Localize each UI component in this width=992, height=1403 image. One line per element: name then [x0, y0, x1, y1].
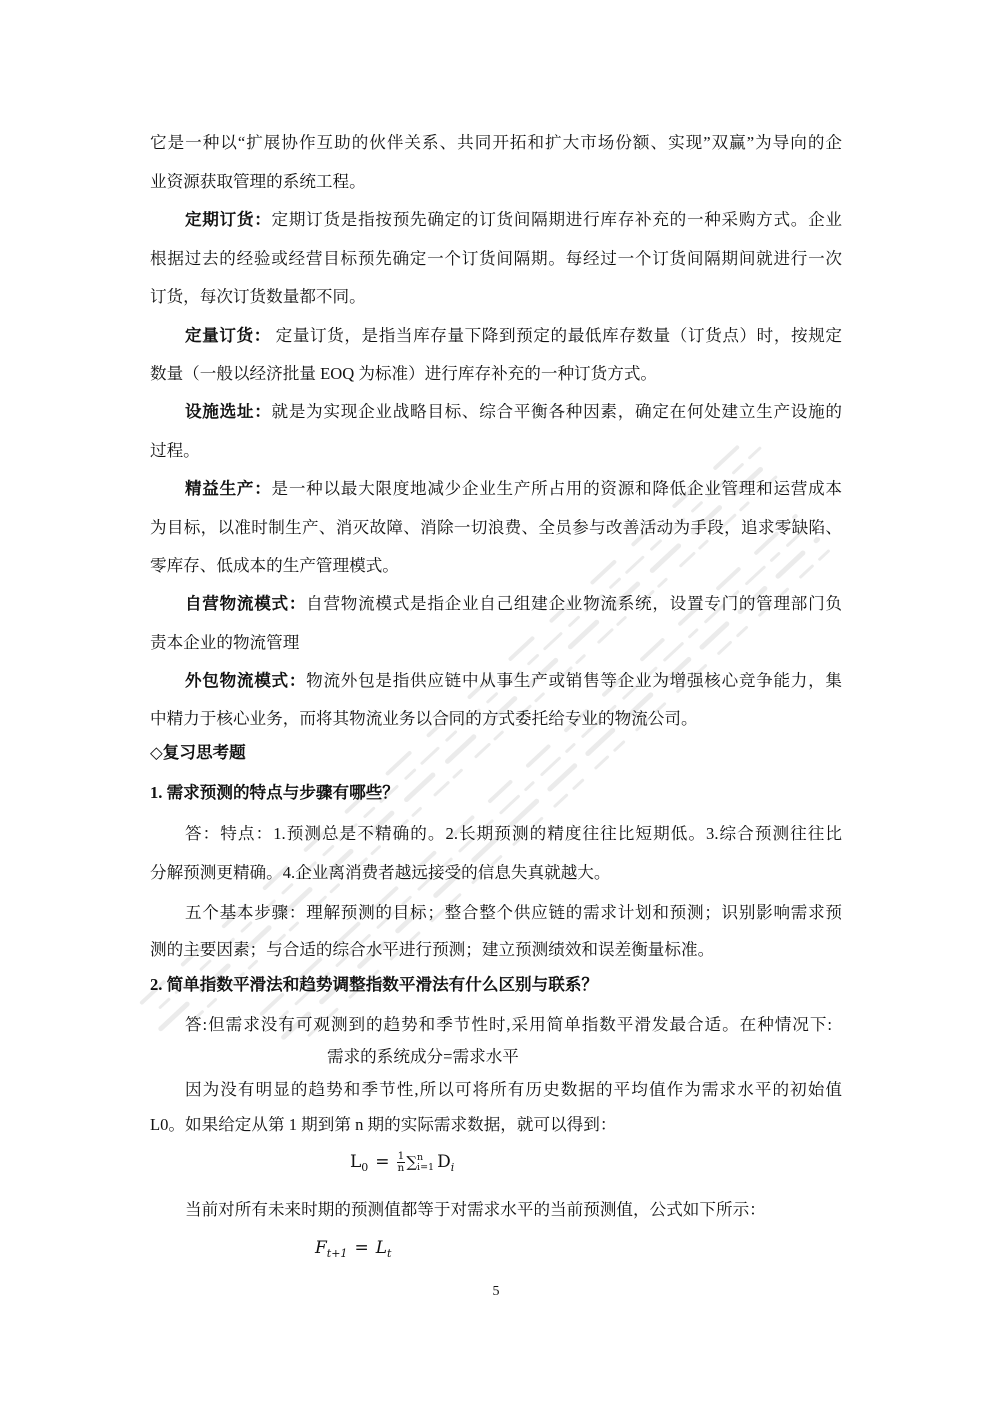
formula-symbol-f: F: [315, 1238, 327, 1258]
formula-symbol-l: L: [350, 1152, 362, 1172]
definition-lean-production: [185, 477, 842, 501]
definition-text-line: 订货，每次订货数量都不同。: [150, 287, 366, 306]
formula-subscript: t: [386, 1247, 392, 1260]
formula-subscript: i: [450, 1161, 455, 1174]
answer-line: 测的主要因素；与合适的综合水平进行预测；建立预测绩效和误差衡量标准。: [150, 940, 715, 959]
definition-periodic-ordering: [185, 208, 842, 232]
answer-line: 答：特点：1.预测总是不精确的。2.长期预测的精度往往比短期低。3.综合预测往往比: [185, 824, 842, 843]
question-title: 1. 需求预测的特点与步骤有哪些？: [150, 783, 399, 802]
definition-text: 定期订货是指按预先确定的订货间隔期进行库存补充的一种采购方式。企业: [271, 210, 842, 229]
formula-fraction: [397, 1151, 406, 1174]
definition-text: 物流外包是指供应链中从事生产或销售等企业为增强核心竞争能力，集: [306, 671, 842, 690]
definition-text-line: 中精力于核心业务，而将其物流业务以合同的方式委托给专业的物流公司。: [150, 709, 698, 728]
definition-text-line: 根据过去的经验或经营目标预先确定一个订货间隔期。每经过一个订货间隔期间就进行一次: [150, 249, 842, 268]
formula-symbol-l: L: [375, 1238, 387, 1258]
answer-line: L0。如果给定从第 1 期到第 n 期的实际需求数据，就可以得到：: [150, 1115, 617, 1134]
definition-text: 就是为实现企业战略目标、综合平衡各种因素，确定在何处建立生产设施的: [271, 402, 842, 421]
formula-forecast: [315, 1231, 391, 1265]
formula-equals: =: [354, 1238, 369, 1258]
definition-fixed-quantity-ordering: [185, 324, 842, 348]
formula-subscript: t+1: [326, 1247, 348, 1260]
definition-facility-location: [185, 400, 842, 424]
answer-line: 答:但需求没有可观测到的趋势和季节性时,采用简单指数平滑发最合适。在种情况下:: [185, 1015, 832, 1034]
answer-line: 当前对所有未来时期的预测值都等于对需求水平的当前预测值，公式如下所示：: [185, 1200, 766, 1219]
intro-line-2: 业资源获取管理的系统工程。: [150, 172, 366, 191]
definition-term: 定期订货：: [185, 210, 272, 229]
summation-upper: n: [417, 1151, 424, 1163]
question-title: 2. 简单指数平滑法和趋势调整指数平滑法有什么区别与联系？: [150, 975, 599, 994]
definition-text-line: 责本企业的物流管理: [150, 633, 300, 652]
definition-term: 精益生产：: [185, 479, 272, 498]
definition-text-line: 过程。: [150, 441, 200, 460]
answer-line: 需求的系统成分=需求水平: [327, 1047, 519, 1066]
answer-line: 分解预测更精确。4.企业离消费者越远接受的信息失真就越大。: [150, 863, 611, 882]
fraction-numerator: 1: [397, 1150, 405, 1162]
definition-term: 设施选址：: [185, 402, 272, 421]
formula-subscript: 0: [361, 1161, 369, 1174]
section-heading: ◇复习思考题: [150, 743, 246, 762]
formula-symbol-d: D: [437, 1152, 451, 1172]
definition-text-line: 数量（一般以经济批量 EOQ 为标准）进行库存补充的一种订货方式。: [150, 364, 658, 383]
fraction-denominator: n: [397, 1162, 405, 1174]
page-number: 5: [492, 1284, 500, 1299]
definition-self-logistics: [185, 592, 842, 616]
definition-term: 自营物流模式：: [185, 594, 307, 613]
definition-outsourced-logistics: [185, 669, 842, 693]
answer-line: 因为没有明显的趋势和季节性,所以可将所有历史数据的平均值作为需求水平的初始值: [185, 1080, 842, 1099]
definition-term: 外包物流模式：: [185, 671, 307, 690]
intro-line-1: 它是一种以“扩展协作互助的伙伴关系、共同开拓和扩大市场份额、实现”双赢”为导向的企: [150, 133, 842, 152]
formula-equals: =: [375, 1152, 390, 1172]
definition-text: 定量订货，是指当库存量下降到预定的最低库存数量（订货点）时，按规定: [270, 326, 842, 345]
definition-text: 自营物流模式是指企业自己组建企业物流系统，设置专门的管理部门负: [306, 594, 842, 613]
summation-limits: [417, 1153, 434, 1173]
summation-lower: i=1: [417, 1161, 435, 1173]
definition-text-line: 零库存、低成本的生产管理模式。: [150, 556, 399, 575]
definition-text: 是一种以最大限度地减少企业生产所占用的资源和降低企业管理和运营成本: [271, 479, 842, 498]
summation-symbol: ∑: [406, 1153, 418, 1171]
definition-text-line: 为目标，以准时制生产、消灭故障、消除一切浪费、全员参与改善活动为手段，追求零缺陷、: [150, 518, 842, 537]
definition-term: 定量订货：: [185, 326, 271, 345]
answer-line: 五个基本步骤：理解预测的目标；整合整个供应链的需求计划和预测；识别影响需求预: [185, 903, 842, 922]
formula-initial-level: [350, 1145, 454, 1179]
